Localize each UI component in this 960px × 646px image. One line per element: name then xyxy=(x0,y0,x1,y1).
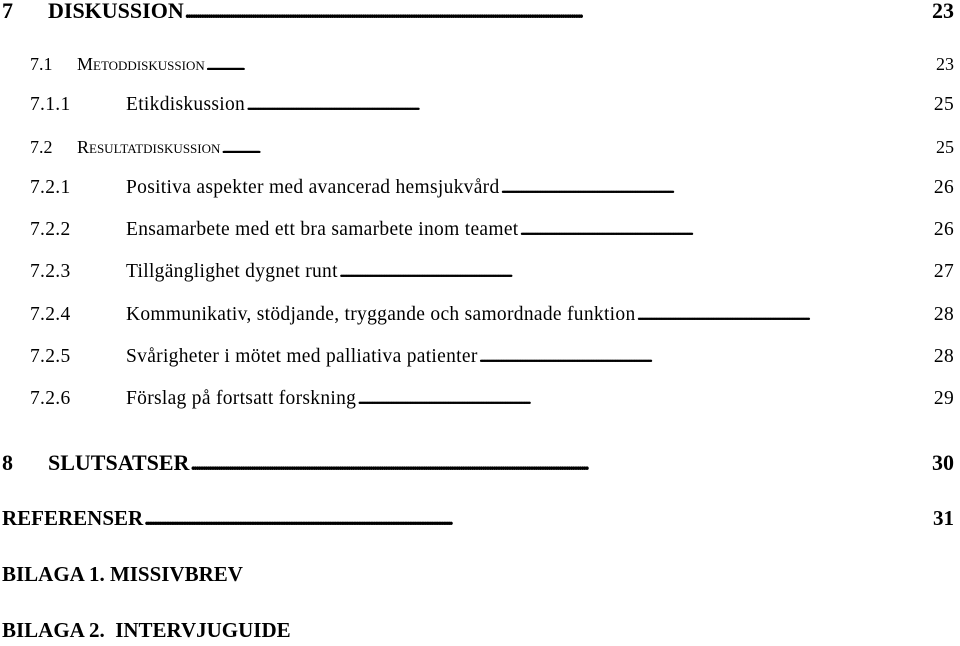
toc-entry-title: BILAGA 1. MISSIVBREV xyxy=(2,562,243,586)
toc-entry-title: Svårigheter i mötet med palliativa patienter xyxy=(126,346,478,367)
toc-entry-page: 25 xyxy=(936,137,954,157)
toc-entry-page: 23 xyxy=(936,54,954,74)
toc-entry-forslag[interactable] xyxy=(30,389,954,409)
toc-entry-number: 7.1.1 xyxy=(30,94,71,115)
toc-entry-ensamarbete[interactable] xyxy=(30,220,954,240)
toc-entry-slutsatser[interactable] xyxy=(2,452,954,474)
toc-entry-title: Kommunikativ, stödjande, tryggande och samordnade funktion xyxy=(126,304,636,325)
toc-entry-number: 7.2.3 xyxy=(30,261,71,282)
toc-entry-title: Etikdiskussion xyxy=(126,94,246,115)
dot-leader xyxy=(501,178,933,198)
toc-entry-number: 7.2 xyxy=(30,137,53,157)
toc-entry-page: 23 xyxy=(932,0,954,23)
dot-leader xyxy=(246,95,933,115)
toc-entry-title: Tillgänglighet dygnet runt xyxy=(126,261,338,282)
toc-entry-title: Positiva aspekter med avancerad hemsjukvård xyxy=(126,177,500,198)
toc-entry-title: SLUTSATSER xyxy=(48,450,190,475)
toc-entry-number: 7.2.1 xyxy=(30,177,71,198)
toc-entry-diskussion[interactable] xyxy=(2,0,954,22)
toc-entry-number: 7.2.5 xyxy=(30,346,71,367)
toc-entry-number: 7.2.2 xyxy=(30,219,71,240)
toc-entry-title: Metoddiskussion xyxy=(77,54,205,74)
toc-entry-svarigheter[interactable] xyxy=(30,347,954,367)
toc-entry-number: 7.2.6 xyxy=(30,388,71,409)
dot-leader xyxy=(479,347,933,367)
toc-entry-title: Förslag på fortsatt forskning xyxy=(126,388,357,409)
dot-leader xyxy=(637,305,933,325)
toc-entry-page: 30 xyxy=(932,450,954,475)
toc-entry-metoddiskussion[interactable] xyxy=(30,55,954,73)
toc-entry-etikdiskussion[interactable] xyxy=(30,95,954,115)
dot-leader xyxy=(144,508,932,529)
toc-entry-title: BILAGA 2. INTERVJUGUIDE xyxy=(2,618,291,642)
toc-entry-number: 7.1 xyxy=(30,54,53,74)
toc-entry-referenser[interactable] xyxy=(2,508,954,529)
toc-entry-bilaga-1[interactable] xyxy=(2,564,954,585)
toc-entry-title: DISKUSSION xyxy=(48,0,184,23)
dot-leader xyxy=(185,0,931,22)
toc-entry-page: 28 xyxy=(933,304,954,325)
toc-entry-title: Ensamarbete med ett bra samarbete inom teamet xyxy=(126,219,519,240)
toc-entry-positiva-aspekter[interactable] xyxy=(30,178,954,198)
toc-entry-kommunikativ[interactable] xyxy=(30,305,954,325)
toc-entry-title: REFERENSER xyxy=(2,506,144,530)
toc-entry-bilaga-2[interactable] xyxy=(2,620,954,641)
dot-leader xyxy=(339,262,933,282)
dot-leader xyxy=(357,389,933,409)
toc-entry-page: 29 xyxy=(933,388,954,409)
dot-leader xyxy=(221,138,935,156)
toc-entry-title: Resultatdiskussion xyxy=(77,137,221,157)
toc-entry-number: 8 xyxy=(2,450,13,475)
dot-leader xyxy=(190,452,931,474)
toc-entry-page: 26 xyxy=(933,219,954,240)
toc-entry-tillganglighet[interactable] xyxy=(30,262,954,282)
toc-entry-page: 25 xyxy=(933,94,954,115)
dot-leader xyxy=(520,220,933,240)
toc-entry-page: 28 xyxy=(933,346,954,367)
toc-entry-page: 26 xyxy=(933,177,954,198)
toc-entry-resultatdiskussion[interactable] xyxy=(30,138,954,156)
dot-leader xyxy=(206,55,935,73)
toc-entry-number: 7 xyxy=(2,0,13,23)
toc-entry-number: 7.2.4 xyxy=(30,304,71,325)
toc-entry-page: 31 xyxy=(933,506,954,530)
toc-entry-page: 27 xyxy=(933,261,954,282)
